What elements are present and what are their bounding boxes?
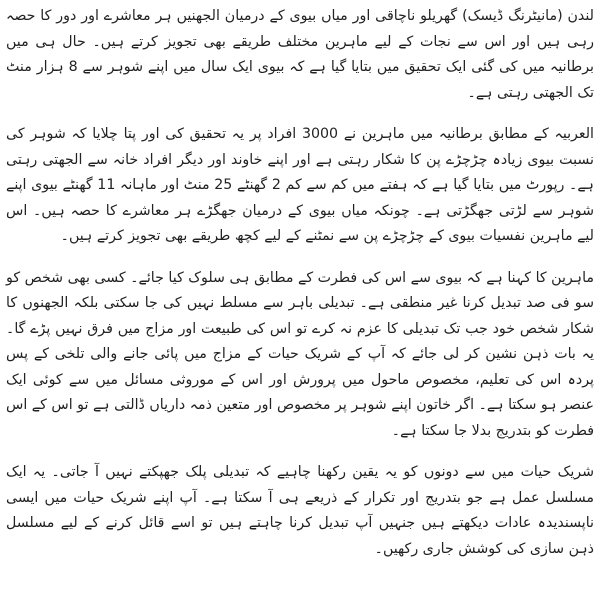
- article-body: [6, 4, 594, 578]
- paragraph-intro: لندن (مانیٹرنگ ڈیسک) گھریلو ناچاقی اور میاں بیوی کے درمیان الجھنیں ہر معاشرے اور دور کا حصہ رہی ہیں اور اس سے نجات کے لیے ماہرین مختلف طریقے بھی تجویز کرتے ہیں۔ حال ہی میں برطانیہ میں کی گئی ایک تحقیق میں بتایا گیا ہے کہ بیوی ایک سال میں اپنے شوہر سے 8 ہزار منٹ تک الجھتی رہتی ہے۔: [6, 8, 594, 101]
- paragraph-expert-advice: ماہرین کا کہنا ہے کہ بیوی سے اس کی فطرت کے مطابق ہی سلوک کیا جائے۔ کسی بھی شخص کو سو فی صد تبدیل کرنا غیر منطقی ہے۔ تبدیلی باہر سے مسلط نہیں کی جا سکتی بلکہ الجھنوں کا شکار شخص خود جب تک تبدیلی کا عزم نہ کرے تو اس کی طبیعت اور مزاج میں فرق نہیں پڑے گا۔ یہ بات ذہن نشین کر لی جائے کہ آپ کے شریک حیات کے مزاج میں پائی جانے والی تلخی کے پس پردہ اس کی تعلیم، مخصوص ماحول میں پرورش اور اس کے موروثی مسائل میں سے کوئی ایک عنصر ہو سکتا ہے۔ اگر خاتون اپنے شوہر پر مخصوص اور متعین ذمہ داریاں ڈالتی ہے تو اس کے اس فطرت کو بتدریج بدلا جا سکتا ہے۔: [6, 269, 594, 439]
- paragraph-research: العربیہ کے مطابق برطانیہ میں ماہرین نے 3000 افراد پر یہ تحقیق کی اور پتا چلایا کہ شوہر کی نسبت بیوی زیادہ چڑچڑے پن کا شکار رہتی ہے اور اپنے خاوند اور دیگر افراد خانہ سے الجھتی رہتی ہے۔ رپورٹ میں بتایا گیا ہے کہ ہفتے میں کم سے کم 2 گھنٹے 25 منٹ اور ماہانہ 11 گھنٹے بیوی اپنے شوہر سے لڑتی جھگڑتی ہے۔ چونکہ میاں بیوی کے درمیان جھگڑے ہر معاشرے کا حصہ ہیں۔ اس لیے ماہرین نفسیات بیوی کے چڑچڑے پن سے نمٹنے کے لیے کچھ طریقے بھی تجویز کرتے ہیں۔: [6, 126, 594, 244]
- bottom-fade: [0, 586, 600, 600]
- paragraph-gradual-change: شریک حیات میں سے دونوں کو یہ یقین رکھنا چاہیے کہ تبدیلی پلک جھپکتے نہیں آ جاتی۔ یہ ایک مسلسل عمل ہے جو بتدریج اور تکرار کے ذریعے ہی آ سکتا ہے۔ آپ اپنے شریک حیات میں ایسی ناپسندیدہ عادات دیکھتے ہیں جنہیں آپ تبدیل کرنا چاہتے ہیں تو اسے قائل کرنے کے لیے مسلسل ذہن سازی کی کوشش جاری رکھیں۔: [6, 464, 594, 557]
